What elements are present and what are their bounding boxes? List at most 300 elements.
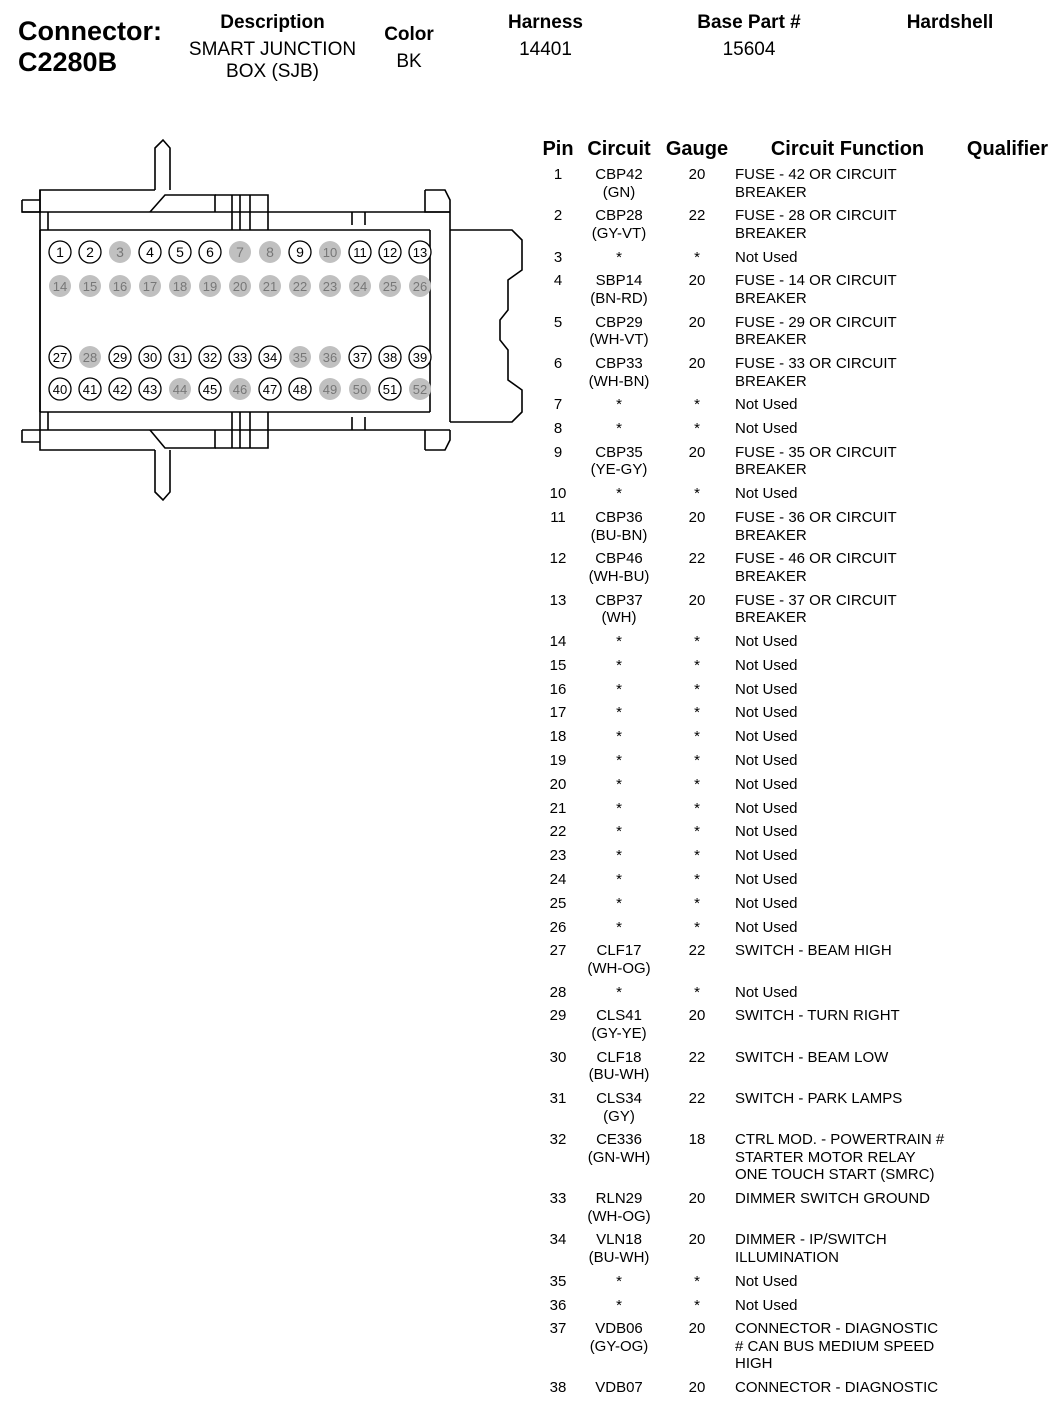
circuit-cell	[574, 485, 664, 503]
pin-cavity	[139, 241, 161, 263]
col-header-gauge: Gauge	[665, 138, 729, 160]
circuit-line: (GY-OG)	[589, 1337, 649, 1355]
gauge-cell: 20	[688, 1320, 706, 1338]
gauge-cell: *	[694, 632, 700, 650]
pin-cavity-number: 11	[353, 245, 367, 260]
pin-cavity	[79, 346, 101, 368]
pin-cavity-number: 33	[232, 350, 248, 365]
circuit-function-line: CONNECTOR - DIAGNOSTIC	[735, 1320, 939, 1338]
circuit-line: CE336	[596, 1131, 642, 1149]
pin-cavity	[409, 275, 431, 297]
circuit-line: *	[616, 632, 622, 650]
circuit-cell	[574, 1007, 664, 1042]
circuit-function-line: Not Used	[735, 870, 798, 888]
pin-cell: 21	[549, 799, 567, 817]
circuit-line: *	[616, 894, 622, 912]
gauge-cell: 20	[688, 1190, 706, 1208]
pin-cavity-number: 15	[82, 279, 98, 294]
circuit-line: RLN29	[595, 1190, 643, 1208]
circuit-line: CLS34	[596, 1090, 642, 1107]
gauge-cell: *	[694, 248, 700, 266]
gauge-cell: *	[694, 728, 700, 746]
gauge-cell: 22	[688, 1048, 706, 1066]
pin-cell: 24	[549, 870, 567, 888]
pin-cavity-number: 19	[202, 279, 218, 294]
circuit-line: CLF18	[596, 1048, 642, 1066]
circuit-function-line: Not Used	[735, 799, 798, 817]
circuit-cell	[574, 942, 664, 977]
circuit-line: *	[616, 396, 622, 414]
circuit-line: (GN)	[602, 183, 636, 201]
pin-cell: 4	[553, 272, 563, 290]
circuit-cell	[574, 1049, 664, 1084]
pin-cavity	[319, 378, 341, 400]
pin-cavity-number: 47	[262, 382, 278, 397]
pin-cavity-number: 39	[412, 350, 428, 365]
circuit-function-line: # CAN BUS MEDIUM SPEED	[735, 1337, 935, 1355]
circuit-function-line: Not Used	[735, 656, 798, 674]
circuit-function-cell	[735, 249, 975, 267]
base-part-value: 15604	[722, 39, 776, 60]
pin-cavity-number: 48	[292, 382, 308, 397]
circuit-cell	[574, 396, 664, 414]
pin-cavity	[109, 346, 131, 368]
pin-cell: 31	[549, 1090, 567, 1107]
circuit-line: VLN18	[596, 1231, 642, 1249]
circuit-function-line: DIMMER - IP/SWITCH	[735, 1231, 887, 1249]
gauge-cell: *	[694, 656, 700, 674]
description-title: Description	[220, 12, 325, 33]
circuit-function-cell	[735, 984, 975, 1002]
circuit-function-cell	[735, 509, 975, 544]
pin-cell: 36	[549, 1296, 567, 1314]
circuit-cell	[574, 1131, 664, 1166]
pin-cell: 3	[553, 248, 563, 266]
circuit-line: (YE-GY)	[590, 461, 648, 479]
pin-cavity-number: 16	[112, 279, 128, 294]
pin-cavity	[169, 241, 191, 263]
pin-cavity	[409, 346, 431, 368]
circuit-line: (WH-BN)	[588, 372, 650, 390]
circuit-function-line: DIMMER SWITCH GROUND	[735, 1190, 930, 1208]
gauge-cell: 20	[688, 509, 706, 526]
circuit-line: (BU-WH)	[588, 1248, 650, 1266]
pin-cavity-number: 4	[146, 244, 154, 260]
circuit-function-cell	[735, 1231, 975, 1266]
circuit-function-line: Not Used	[735, 918, 798, 936]
pin-cell: 11	[550, 509, 566, 526]
pin-cavity	[319, 241, 341, 263]
pin-cavity-layer	[49, 241, 431, 400]
circuit-function-line: Not Used	[735, 894, 798, 912]
circuit-line: VDB07	[595, 1379, 643, 1397]
pin-cavity-number: 34	[262, 350, 278, 365]
pin-cavity	[319, 275, 341, 297]
pin-cavity-number: 44	[172, 382, 188, 397]
circuit-function-line: ILLUMINATION	[735, 1248, 839, 1266]
circuit-function-cell	[735, 942, 975, 960]
circuit-function-line: BREAKER	[735, 289, 807, 307]
pin-cavity	[199, 378, 221, 400]
circuit-line: CBP37	[595, 591, 643, 609]
circuit-function-cell	[735, 728, 975, 746]
circuit-function-cell	[735, 592, 975, 627]
circuit-function-cell	[735, 396, 975, 414]
pin-cavity	[409, 378, 431, 400]
pin-cell: 26	[549, 918, 567, 936]
pin-cavity-number: 3	[116, 244, 124, 260]
pin-cell: 7	[553, 396, 563, 414]
gauge-cell: 20	[688, 443, 706, 461]
pin-cell: 38	[549, 1379, 567, 1397]
circuit-function-cell	[735, 1090, 975, 1108]
pin-cavity	[49, 241, 71, 263]
circuit-function-line: HIGH	[735, 1355, 773, 1373]
circuit-line: *	[616, 728, 622, 746]
circuit-line: *	[616, 823, 622, 841]
circuit-function-line: BREAKER	[735, 461, 807, 479]
circuit-line: *	[616, 1296, 622, 1314]
circuit-cell	[574, 355, 664, 390]
pin-cavity	[199, 346, 221, 368]
circuit-function-cell	[735, 704, 975, 722]
circuit-function-line: SWITCH - TURN RIGHT	[735, 1007, 900, 1025]
pin-cavity-number: 50	[352, 382, 368, 397]
pin-cell: 22	[549, 823, 567, 841]
gauge-cell: *	[694, 1296, 700, 1314]
pin-cavity-number: 26	[412, 279, 428, 294]
circuit-function-cell	[735, 823, 975, 841]
circuit-line: CBP36	[595, 509, 643, 526]
circuit-function-line: Not Used	[735, 983, 798, 1001]
circuit-function-line: BREAKER	[735, 526, 807, 544]
circuit-line: CLS41	[596, 1007, 642, 1025]
pin-cell: 28	[549, 983, 567, 1001]
circuit-line: *	[616, 870, 622, 888]
pin-cell: 2	[553, 207, 563, 225]
pin-cell: 32	[549, 1131, 567, 1149]
pin-cavity	[109, 275, 131, 297]
gauge-cell: *	[694, 847, 700, 865]
circuit-cell	[574, 847, 664, 865]
circuit-cell	[574, 444, 664, 479]
pin-cavity	[229, 346, 251, 368]
gauge-cell: *	[694, 1272, 700, 1290]
pin-cavity-number: 36	[322, 350, 338, 365]
pin-cavity-number: 20	[232, 279, 248, 294]
col-header-qualifier: Qualifier	[966, 138, 1049, 160]
circuit-function-line: Not Used	[735, 396, 798, 414]
pin-cavity-number: 14	[52, 279, 68, 294]
circuit-cell	[574, 166, 664, 201]
circuit-cell	[574, 249, 664, 267]
pin-cavity	[229, 378, 251, 400]
hardshell-header	[890, 12, 1010, 34]
circuit-function-line: ONE TOUCH START (SMRC)	[735, 1166, 935, 1184]
circuit-function-line: Not Used	[735, 751, 798, 769]
pin-cell: 17	[549, 704, 567, 722]
circuit-line: (WH-OG)	[587, 1207, 651, 1225]
pin-cavity	[49, 346, 71, 368]
pin-cavity-number: 13	[412, 245, 428, 260]
connector-id: C2280B	[18, 47, 118, 77]
pin-cell: 23	[549, 847, 567, 865]
pin-cavity	[109, 241, 131, 263]
pin-cavity	[349, 241, 371, 263]
gauge-cell: 20	[688, 1231, 706, 1249]
pin-cavity-number: 8	[266, 244, 274, 260]
circuit-cell	[574, 752, 664, 770]
circuit-line: CBP33	[595, 355, 643, 372]
pin-cavity-number: 6	[206, 244, 214, 260]
circuit-function-line: FUSE - 46 OR CIRCUIT	[735, 550, 897, 568]
pin-cavity-number: 45	[202, 382, 218, 397]
pin-cavity	[229, 241, 251, 263]
gauge-cell: *	[694, 870, 700, 888]
circuit-cell	[574, 1297, 664, 1315]
pin-cell: 9	[553, 443, 563, 461]
gauge-cell: 20	[688, 355, 706, 372]
circuit-line: *	[616, 799, 622, 817]
gauge-cell: *	[694, 396, 700, 414]
circuit-function-cell	[735, 485, 975, 503]
circuit-function-cell	[735, 272, 975, 307]
circuit-function-line: SWITCH - BEAM LOW	[735, 1048, 889, 1066]
connector-label: Connector:	[18, 16, 162, 46]
pin-cell: 13	[549, 591, 567, 609]
circuit-function-cell	[735, 1297, 975, 1315]
circuit-cell	[574, 509, 664, 544]
pin-cavity	[259, 275, 281, 297]
gauge-cell: 22	[688, 1090, 706, 1107]
circuit-line: *	[616, 656, 622, 674]
harness-header	[488, 12, 603, 61]
pin-cavity	[79, 241, 101, 263]
gauge-cell: *	[694, 823, 700, 841]
pin-cavity-number: 29	[112, 350, 128, 365]
circuit-cell	[574, 272, 664, 307]
circuit-function-cell	[735, 871, 975, 889]
pin-cavity-number: 35	[292, 350, 308, 365]
circuit-function-line: FUSE - 42 OR CIRCUIT	[735, 166, 897, 183]
pin-cavity-number: 38	[382, 350, 398, 365]
description-line-2: BOX (SJB)	[226, 61, 319, 82]
circuit-function-cell	[735, 1320, 975, 1373]
color-value: BK	[396, 51, 422, 72]
circuit-function-cell	[735, 420, 975, 438]
pin-cavity	[109, 378, 131, 400]
circuit-line: CBP46	[595, 550, 643, 568]
gauge-cell: 20	[688, 591, 706, 609]
pin-cavity	[49, 378, 71, 400]
circuit-cell	[574, 1273, 664, 1291]
circuit-cell	[574, 1190, 664, 1225]
circuit-function-cell	[735, 1049, 975, 1067]
circuit-cell	[574, 704, 664, 722]
circuit-line: CBP28	[595, 207, 643, 225]
circuit-line: CLF17	[596, 942, 642, 960]
circuit-function-cell	[735, 800, 975, 818]
circuit-function-line: Not Used	[735, 728, 798, 746]
pin-cavity-number: 24	[352, 279, 368, 294]
gauge-cell: 22	[688, 942, 706, 960]
circuit-function-cell	[735, 919, 975, 937]
pin-cavity-number: 52	[412, 382, 428, 397]
circuit-function-line: SWITCH - BEAM HIGH	[735, 942, 892, 960]
circuit-cell	[574, 1379, 664, 1397]
pin-cavity-number: 9	[296, 244, 304, 260]
pin-cavity-number: 22	[292, 279, 308, 294]
pin-cavity-number: 23	[322, 279, 338, 294]
gauge-cell: *	[694, 420, 700, 438]
circuit-function-line: Not Used	[735, 632, 798, 650]
circuit-cell	[574, 420, 664, 438]
circuit-line: *	[616, 704, 622, 722]
pin-cavity	[259, 378, 281, 400]
circuit-function-line: BREAKER	[735, 372, 807, 390]
circuit-function-line: FUSE - 33 OR CIRCUIT	[735, 355, 897, 372]
circuit-line: VDB06	[595, 1320, 643, 1338]
circuit-line: *	[616, 775, 622, 793]
circuit-line: CBP35	[595, 443, 643, 461]
pin-cavity	[169, 275, 191, 297]
pin-cavity	[169, 346, 191, 368]
circuit-line: *	[616, 847, 622, 865]
circuit-cell	[574, 800, 664, 818]
circuit-function-cell	[735, 633, 975, 651]
pin-cavity	[379, 241, 401, 263]
pin-cavity-number: 18	[172, 279, 188, 294]
circuit-cell	[574, 728, 664, 746]
pin-cell: 12	[549, 550, 567, 568]
circuit-function-line: CONNECTOR - DIAGNOSTIC	[735, 1379, 939, 1397]
gauge-cell: *	[694, 894, 700, 912]
hardshell-title: Hardshell	[906, 12, 994, 33]
circuit-line: (WH-OG)	[587, 959, 651, 977]
circuit-function-cell	[735, 1190, 975, 1208]
pin-cavity	[289, 275, 311, 297]
pin-cell: 37	[549, 1320, 567, 1338]
pin-cavity-number: 12	[382, 245, 398, 260]
circuit-function-line: Not Used	[735, 823, 798, 841]
pin-cell: 33	[549, 1190, 567, 1208]
circuit-function-line: FUSE - 36 OR CIRCUIT	[735, 509, 897, 526]
circuit-function-line: FUSE - 14 OR CIRCUIT	[735, 272, 897, 290]
circuit-line: *	[616, 918, 622, 936]
pin-cavity-number: 17	[142, 279, 158, 294]
circuit-line: (WH-VT)	[589, 331, 649, 349]
col-header-circuit-function: Circuit Function	[770, 138, 925, 160]
circuit-function-line: BREAKER	[735, 224, 807, 242]
circuit-cell	[574, 919, 664, 937]
pin-cell: 1	[553, 166, 563, 183]
circuit-line: (BU-WH)	[588, 1066, 650, 1084]
pin-cell: 29	[549, 1007, 567, 1025]
circuit-cell	[574, 871, 664, 889]
circuit-line: (GY-VT)	[591, 224, 647, 242]
connector-face-diagram	[0, 130, 530, 510]
circuit-function-cell	[735, 776, 975, 794]
pin-cavity-number: 1	[56, 244, 64, 260]
pin-cavity-number: 21	[262, 279, 278, 294]
circuit-cell	[574, 1231, 664, 1266]
circuit-function-cell	[735, 1379, 975, 1397]
pin-cavity	[409, 241, 431, 263]
connector-title	[18, 16, 162, 78]
pin-cavity-number: 37	[352, 350, 368, 365]
pin-cell: 27	[549, 942, 567, 960]
pin-cell: 30	[549, 1048, 567, 1066]
circuit-cell	[574, 1320, 664, 1355]
circuit-function-line: FUSE - 28 OR CIRCUIT	[735, 207, 897, 225]
pin-cell: 16	[549, 680, 567, 698]
pin-cavity-number: 10	[322, 245, 338, 260]
gauge-cell: *	[694, 918, 700, 936]
circuit-function-cell	[735, 1131, 975, 1184]
gauge-cell: *	[694, 680, 700, 698]
circuit-cell	[574, 314, 664, 349]
pin-cavity-number: 2	[86, 244, 94, 260]
pin-cavity	[349, 346, 371, 368]
color-header	[370, 24, 448, 73]
circuit-function-line: Not Used	[735, 1296, 798, 1314]
pin-cell: 6	[553, 355, 563, 372]
circuit-line: (GN-WH)	[587, 1148, 651, 1166]
pin-cavity-number: 46	[232, 382, 248, 397]
circuit-line: (BU-BN)	[590, 526, 648, 544]
pin-cavity-number: 27	[52, 350, 68, 365]
circuit-function-line: FUSE - 37 OR CIRCUIT	[735, 591, 897, 609]
harness-title: Harness	[508, 12, 583, 33]
circuit-line: (BN-RD)	[590, 289, 648, 307]
circuit-function-line: BREAKER	[735, 183, 807, 201]
circuit-function-cell	[735, 895, 975, 913]
pin-cell: 8	[553, 420, 563, 438]
circuit-function-line: Not Used	[735, 704, 798, 722]
pin-cavity-number: 7	[236, 244, 244, 260]
circuit-function-cell	[735, 1007, 975, 1025]
pin-cavity	[379, 346, 401, 368]
pin-cavity-number: 31	[172, 350, 188, 365]
circuit-cell	[574, 895, 664, 913]
gauge-cell: 20	[688, 313, 706, 331]
circuit-function-cell	[735, 355, 975, 390]
circuit-function-line: Not Used	[735, 775, 798, 793]
pin-cavity	[349, 275, 371, 297]
circuit-line: (WH-BU)	[588, 567, 650, 585]
circuit-line: *	[616, 983, 622, 1001]
circuit-cell	[574, 984, 664, 1002]
circuit-cell	[574, 207, 664, 242]
pin-cell: 20	[549, 775, 567, 793]
circuit-line: (GY-YE)	[591, 1024, 647, 1042]
harness-value: 14401	[519, 39, 572, 60]
circuit-line: *	[616, 485, 622, 503]
circuit-function-line: Not Used	[735, 680, 798, 698]
pin-cavity	[139, 346, 161, 368]
pin-cavity-number: 5	[176, 244, 184, 260]
pin-cavity	[319, 346, 341, 368]
pin-cavity	[289, 346, 311, 368]
circuit-line: (GY)	[603, 1107, 635, 1125]
gauge-cell: *	[694, 799, 700, 817]
base-part-header	[680, 12, 818, 61]
circuit-line: *	[616, 680, 622, 698]
circuit-line: *	[616, 1272, 622, 1290]
circuit-function-line: STARTER MOTOR RELAY	[735, 1148, 916, 1166]
circuit-cell	[574, 657, 664, 675]
description-header	[170, 12, 375, 83]
